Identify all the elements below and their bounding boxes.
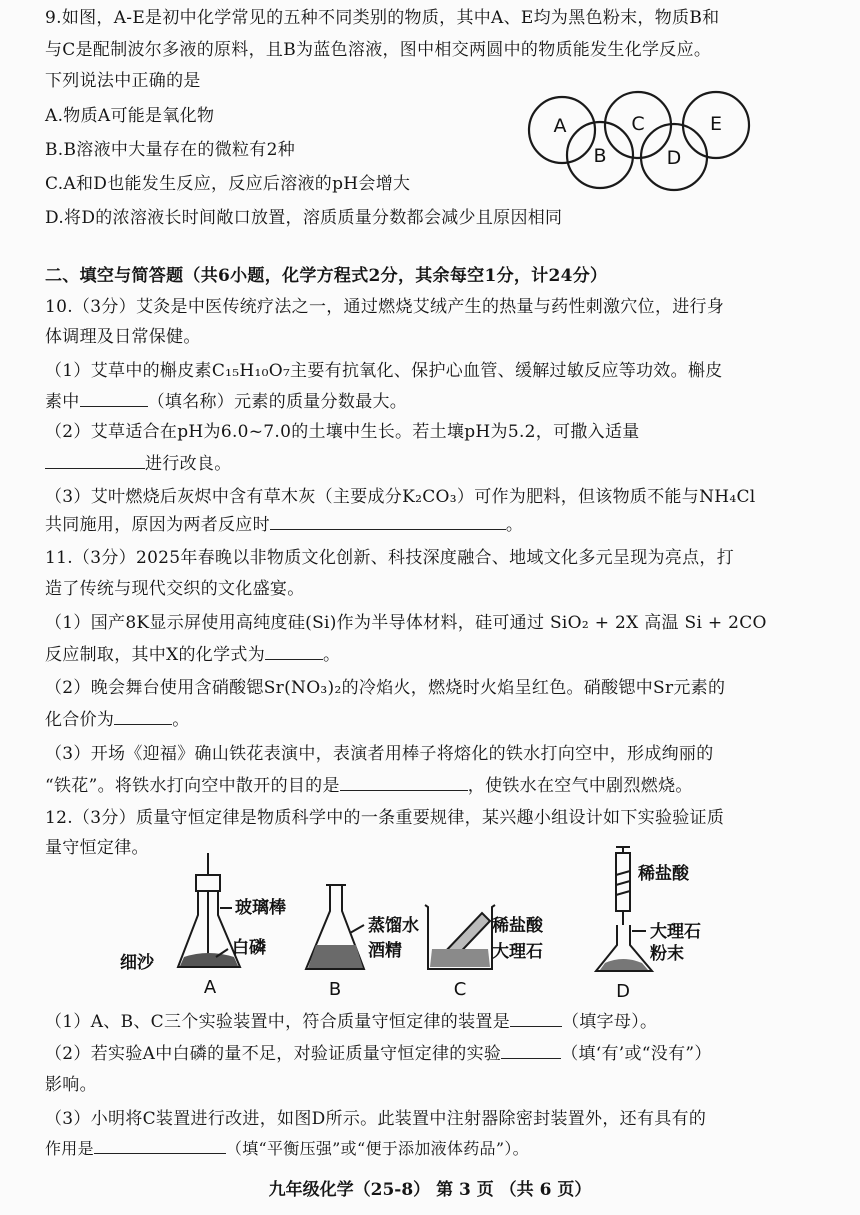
q12-part3-line1: （3）小明将C装置进行改进，如图D所示。此装置中注射器除密封装置外，还有具有的 bbox=[45, 1109, 707, 1129]
page-footer: 九年级化学（25-8） 第 3 页 （共 6 页） bbox=[268, 1180, 592, 1200]
q10-part3-blank[interactable] bbox=[270, 513, 506, 530]
q11-part3-blank[interactable] bbox=[340, 774, 468, 791]
q10-stem-line2: 体调理及日常保健。 bbox=[45, 327, 201, 347]
q11-part2-text-b: 。 bbox=[172, 710, 190, 730]
q12-part3-text-a: 作用是 bbox=[45, 1139, 94, 1158]
q10-part3-line2 bbox=[45, 513, 523, 537]
q11-part1-line1: （1）国产8K显示屏使用高纯度硅(Si)作为半导体材料，硅可通过 SiO₂ + 2X 高温 Si + 2CO bbox=[45, 613, 767, 633]
q10-part3-text-b: 。 bbox=[505, 515, 524, 535]
q10-stem-line1: 10.（3分）艾灸是中医传统疗法之一，通过燃烧艾绒产生的热量与药性刺激穴位，进行身 bbox=[45, 297, 725, 317]
q12-part1-text-b: （填字母）。 bbox=[562, 1012, 658, 1032]
section2-heading: 二、填空与简答题（共6小题，化学方程式2分，其余每空1分，计24分） bbox=[45, 266, 608, 286]
label-alcohol: 酒精 bbox=[368, 941, 402, 961]
q9-stem-line1: 9.如图，A-E是初中化学常见的五种不同类别的物质，其中A、E均为黑色粉末，物质B和 bbox=[45, 8, 720, 28]
q11-part2-blank[interactable] bbox=[114, 708, 172, 725]
q10-part3-text-a: 共同施用，原因为两者反应时 bbox=[45, 515, 270, 535]
circle-label-a: A bbox=[553, 115, 567, 137]
q11-part1-line2 bbox=[45, 643, 340, 667]
q11-part2-line1: （2）晚会舞台使用含硝酸锶Sr(NO₃)₂的冷焰火，燃烧时火焰呈红色。硝酸锶中Sr元素的 bbox=[45, 678, 726, 698]
figure-label-a: A bbox=[203, 977, 217, 998]
q12-part1-blank[interactable] bbox=[510, 1010, 562, 1027]
circle-label-e: E bbox=[709, 113, 723, 135]
q9-option-d: D.将D的浓溶液长时间敞口放置，溶质质量分数都会减少且原因相同 bbox=[45, 208, 563, 228]
q12-stem-line2: 量守恒定律。 bbox=[45, 838, 149, 858]
q12-part2-text-b: （填‘有’或“没有”） bbox=[561, 1044, 712, 1064]
q11-stem-line2: 造了传统与现代交织的文化盛宴。 bbox=[45, 579, 305, 599]
figure-label-b: B bbox=[328, 979, 342, 1000]
circle-label-d: D bbox=[666, 147, 682, 169]
q9-option-c: C.A和D也能发生反应，反应后溶液的pH会增大 bbox=[45, 174, 411, 194]
label-glass-rod: 玻璃棒 bbox=[235, 898, 286, 918]
q9-stem-line3: 下列说法中正确的是 bbox=[45, 71, 201, 91]
q12-part3-line2 bbox=[45, 1137, 529, 1161]
figure-label-c: C bbox=[453, 979, 467, 1000]
apparatus-c bbox=[425, 905, 495, 969]
q10-part2-blank[interactable] bbox=[45, 452, 145, 469]
q9-option-b: B.B溶液中大量存在的微粒有2种 bbox=[45, 140, 296, 160]
q10-part3-line1: （3）艾叶燃烧后灰烬中含有草木灰（主要成分K₂CO₃）可作为肥料，但该物质不能与NH₄Cl bbox=[45, 487, 756, 507]
q12-part1-text-a: （1）A、B、C三个实验装置中，符合质量守恒定律的装置是 bbox=[45, 1012, 510, 1032]
q12-stem-line1: 12.（3分）质量守恒定律是物质科学中的一条重要规律，某兴趣小组设计如下实验验证质 bbox=[45, 808, 725, 828]
q12-part3-text-b: （填“平衡压强”或“便于添加液体药品”）。 bbox=[225, 1139, 529, 1158]
q10-part1-text-a: 素中 bbox=[45, 392, 80, 412]
circle-label-c: C bbox=[631, 113, 645, 135]
label-c-marble: 大理石 bbox=[492, 942, 543, 962]
q12-part2-blank[interactable] bbox=[501, 1042, 561, 1059]
q11-part3-text-b: ，使铁水在空气中剧烈燃烧。 bbox=[467, 776, 693, 796]
label-white-phosphorus: 白磷 bbox=[232, 938, 266, 958]
q11-part2-text-a: 化合价为 bbox=[45, 710, 115, 730]
q11-part1-text-b: 。 bbox=[323, 645, 341, 665]
q10-part1-text-b: （填名称）元素的质量分数最大。 bbox=[147, 392, 408, 412]
circle-label-b: B bbox=[593, 145, 607, 167]
q10-part1-line1: （1）艾草中的槲皮素C₁₅H₁₀O₇主要有抗氧化、保护心血管、缓解过敏反应等功效。槲皮 bbox=[45, 361, 723, 381]
label-d-acid: 稀盐酸 bbox=[638, 864, 689, 884]
q12-part2-text-a: （2）若实验A中白磷的量不足，对验证质量守恒定律的实验 bbox=[45, 1044, 502, 1064]
label-distilled-water: 蒸馏水 bbox=[368, 916, 419, 936]
q10-part2-text: 进行改良。 bbox=[145, 454, 232, 474]
q11-part1-text-a: 反应制取，其中X的化学式为 bbox=[45, 645, 266, 665]
q10-part1-blank[interactable] bbox=[80, 390, 148, 407]
label-d-powder: 粉末 bbox=[650, 944, 684, 964]
q11-part1-blank[interactable] bbox=[265, 643, 323, 660]
q12-apparatus-figure bbox=[120, 845, 730, 1000]
q11-part3-line2 bbox=[45, 774, 693, 798]
q12-part1 bbox=[45, 1010, 657, 1034]
q10-part2-line1: （2）艾草适合在pH为6.0~7.0的土壤中生长。若土壤pH为5.2，可撒入适量 bbox=[45, 422, 640, 442]
apparatus-b bbox=[306, 885, 364, 969]
q11-part3-line1: （3）开场《迎福》确山铁花表演中，表演者用棒子将熔化的铁水打向空中，形成绚丽的 bbox=[45, 744, 714, 764]
q9-option-a: A.物质A可能是氧化物 bbox=[45, 106, 215, 126]
apparatus-a bbox=[178, 853, 240, 967]
q11-part2-line2 bbox=[45, 708, 190, 732]
label-d-marble: 大理石 bbox=[650, 922, 701, 942]
q10-part2-line2 bbox=[45, 452, 232, 476]
q10-part1-line2 bbox=[45, 390, 407, 414]
figure-label-d: D bbox=[616, 981, 630, 1000]
q11-part3-text-a: “铁花”。将铁水打向空中散开的目的是 bbox=[45, 776, 340, 796]
q12-part3-blank[interactable] bbox=[94, 1137, 226, 1154]
q9-stem-line2: 与C是配制波尔多液的原料，且B为蓝色溶液，图中相交两圆中的物质能发生化学反应。 bbox=[45, 40, 712, 60]
q12-part2-line2: 影响。 bbox=[45, 1075, 97, 1095]
label-c-acid: 稀盐酸 bbox=[492, 916, 543, 936]
q11-stem-line1: 11.（3分）2025年春晚以非物质文化创新、科技深度融合、地域文化多元呈现为亮点，打 bbox=[45, 548, 735, 568]
label-fine-sand: 细沙 bbox=[120, 953, 154, 973]
q12-part2-line1 bbox=[45, 1042, 712, 1066]
q9-circle-diagram bbox=[520, 90, 810, 200]
